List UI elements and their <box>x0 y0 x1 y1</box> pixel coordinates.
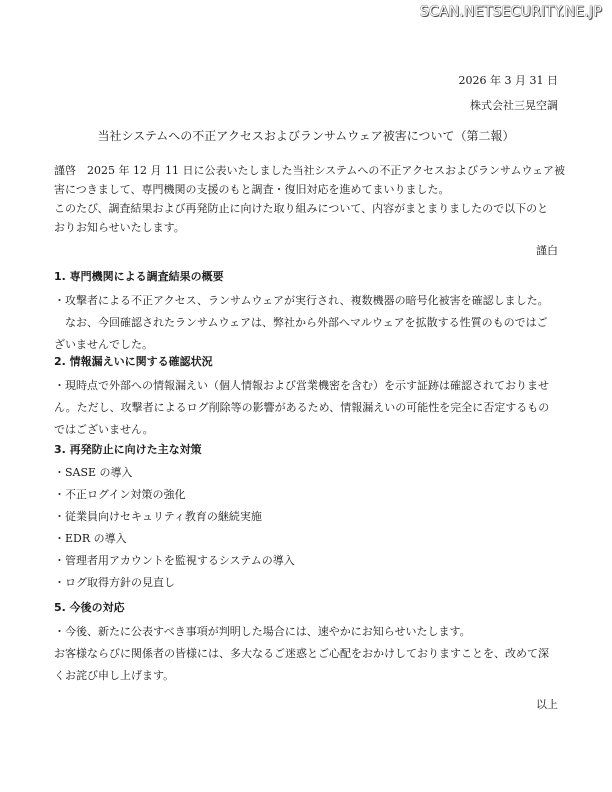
section-1-line: ・攻撃者による不正アクセス、ランサムウェアが実行され、複数機器の暗号化被害を確認しました。 <box>54 294 549 307</box>
section-1-line: なお、今回確認されたランサムウェアは、弊社から外部へマルウェアを拡散する性質のものではご <box>54 316 548 329</box>
measure-item: ・SASE の導入 <box>54 466 133 479</box>
section-2-line: ・現時点で外部への情報漏えい（個人情報および営業機密を含む）を示す証跡は確認されておりませ <box>54 379 549 392</box>
measure-item: ・従業員向けセキュリティ教育の継続実施 <box>54 510 262 523</box>
site-watermark: SCAN.NETSECURITY.NE.JP <box>419 4 602 20</box>
section-1-body <box>54 290 558 356</box>
measure-item: ・ログ取得方針の見直し <box>54 576 175 589</box>
section-5-body <box>54 621 558 687</box>
section-2-line: ん。ただし、攻撃者によるログ削除等の影響があるため、情報漏えいの可能性を完全に否定するもの <box>54 401 550 414</box>
intro-line: 害につきまして、専門機関の支援のもと調査・復旧対応を進めてまいりました。 <box>54 183 450 196</box>
intro-line: おりお知らせいたします。 <box>54 221 185 234</box>
closing-greeting: 謹白 <box>536 244 558 257</box>
section-2-heading: 2. 情報漏えいに関する確認状況 <box>54 355 213 368</box>
section-3-list <box>54 462 558 594</box>
section-1-heading: 1. 専門機関による調査結果の概要 <box>54 270 224 283</box>
section-5-line: ・今後、新たに公表すべき事項が判明した場合には、速やかにお知らせいたします。 <box>54 625 471 638</box>
section-5-line: くお詫び申し上げます。 <box>54 669 175 682</box>
section-2-line: ではございません。 <box>54 423 154 436</box>
company-name: 株式会社三晃空調 <box>470 99 558 112</box>
measure-item: ・管理者用アカウントを監視するシステムの導入 <box>54 554 295 567</box>
section-3-heading: 3. 再発防止に向けた主な対策 <box>54 443 202 456</box>
intro-paragraph <box>54 161 566 237</box>
measure-item: ・不正ログイン対策の強化 <box>54 488 186 501</box>
section-2-body <box>54 375 558 441</box>
intro-line: このたび、調査結果および再発防止に向けた取り組みについて、内容がまとまりましたので以下のと <box>54 202 549 215</box>
end-mark: 以上 <box>536 698 558 711</box>
section-5-line: お客様ならびに関係者の皆様には、多大なるご迷惑とご心配をおかけしておりますことを、改めて深 <box>54 647 549 660</box>
intro-line: 謹啓 2025 年 12 月 11 日に公表いたしました当社システムへの不正アクセスおよびランサムウェア被 <box>54 164 566 177</box>
document-date: 2026 年 3 月 31 日 <box>458 74 558 87</box>
measure-item: ・EDR の導入 <box>54 532 127 545</box>
section-1-line: ざいませんでした。 <box>54 338 153 351</box>
document-title: 当社システムへの不正アクセスおよびランサムウェア被害について（第二報） <box>97 129 515 143</box>
section-5-heading: 5. 今後の対応 <box>54 601 125 614</box>
